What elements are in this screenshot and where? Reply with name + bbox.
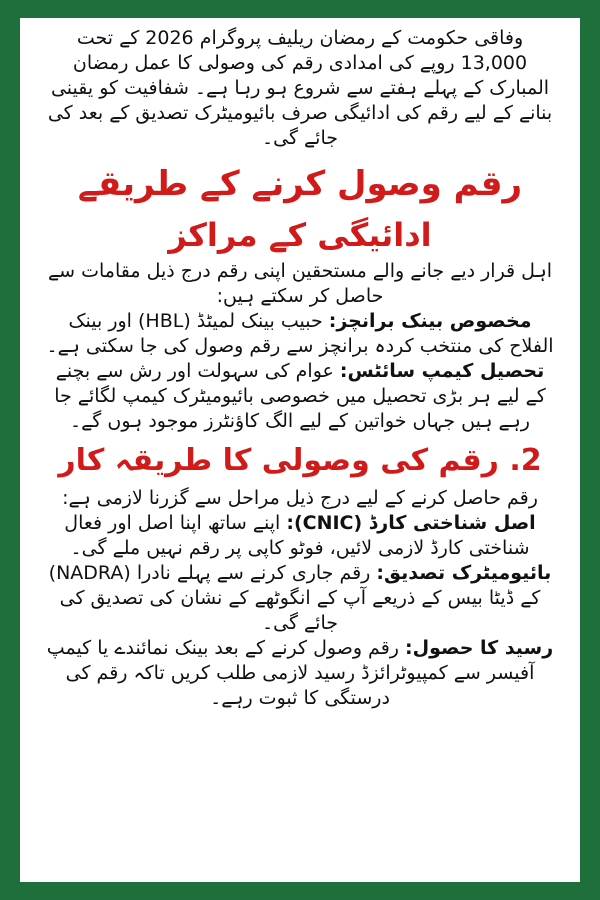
- item-text: حبیب بینک لمیٹڈ (HBL) اور بینک الفلاح کی منتخب کردہ برانچز سے رقم وصول کی جا سکتی ہے۔: [46, 310, 554, 357]
- section1-intro: اہل قرار دیے جانے والے مستحقین اپنی رقم درج ذیل مقامات سے حاصل کر سکتے ہیں:: [48, 260, 552, 307]
- item-title: بائیومیٹرک تصدیق:: [376, 562, 552, 584]
- section1-item-bank-branches: [46, 309, 554, 359]
- section1-heading: ادائیگی کے مراکز: [168, 216, 432, 254]
- article-card: [20, 18, 580, 882]
- section2-item-biometric: [46, 561, 554, 636]
- section2-heading: 2. رقم کی وصولی کا طریقہ کار: [58, 443, 542, 478]
- item-title: اصل شناختی کارڈ (CNIC):: [286, 512, 536, 534]
- section2-intro: رقم حاصل کرنے کے لیے درج ذیل مراحل سے گزرنا لازمی ہے:: [62, 487, 538, 509]
- item-text: عوام کی سہولت اور رش سے بچنے کے لیے ہر بڑی تحصیل میں خصوصی بائیومیٹرک کیمپ لگائے جا رہے ہیں جہاں خواتین کے لیے الگ کاؤنٹرز موجود ہوں گے۔: [54, 360, 546, 432]
- intro-paragraph: وفاقی حکومت کے رمضان ریلیف پروگرام 2026 کے تحت 13,000 روپے کی امدادی رقم کی وصولی کا عمل رمضان المبارک کے پہلے ہفتے سے شروع ہو رہا ہے۔ شفافیت کو یقینی بنانے کے لیے رقم کی ادائیگی صرف بائیومیٹرک تصدیق کے بعد کی جائے گی۔: [47, 27, 553, 149]
- item-title: رسید کا حصول:: [405, 637, 554, 659]
- item-text: رقم جاری کرنے سے پہلے نادرا (NADRA) کے ڈیٹا بیس کے ذریعے آپ کے انگوٹھے کے نشان کی تصدیق کی جائے گی۔: [48, 562, 541, 634]
- section2-item-cnic: [46, 511, 554, 561]
- main-heading: رقم وصول کرنے کے طریقے: [77, 164, 523, 204]
- section1-item-camp-sites: [46, 359, 554, 434]
- item-text: رقم وصول کرنے کے بعد بینک نمائندے یا کیمپ آفیسر سے کمپیوٹرائزڈ رسید لازمی طلب کریں تاکہ رقم کی درستگی کا ثبوت رہے۔: [46, 637, 535, 709]
- item-text: اپنے ساتھ اپنا اصل اور فعال شناختی کارڈ لازمی لائیں، فوٹو کاپی پر رقم نہیں ملے گی۔: [64, 512, 530, 559]
- item-title: تحصیل کیمپ سائٹس:: [339, 360, 545, 382]
- item-title: مخصوص بینک برانچز:: [328, 310, 532, 332]
- section2-item-receipt: [46, 636, 554, 711]
